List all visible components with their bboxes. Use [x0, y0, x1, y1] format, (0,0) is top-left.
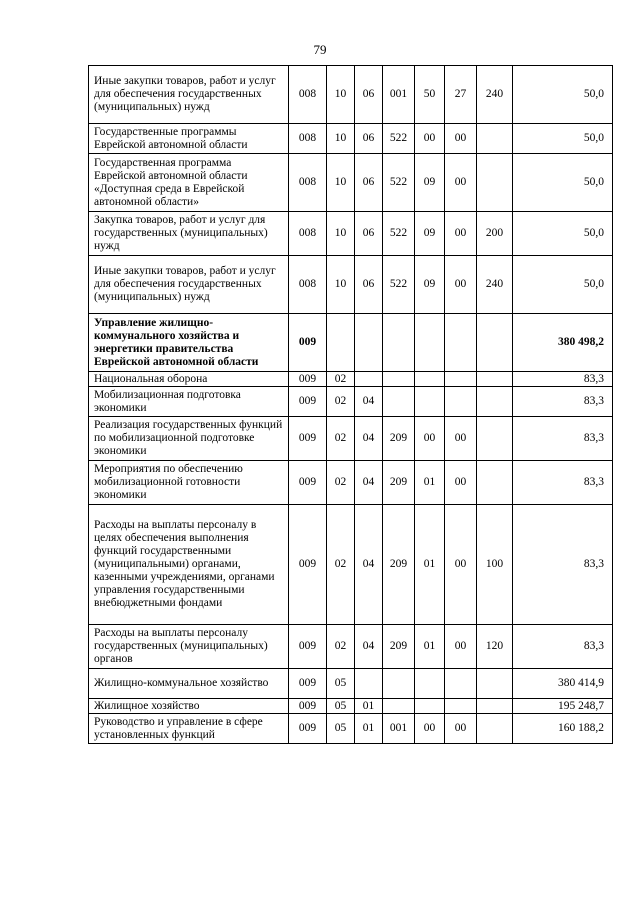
table-row: [89, 714, 613, 744]
row-cs3: 00: [445, 714, 477, 744]
row-cs1: 522: [383, 154, 415, 212]
row-ved: 008: [289, 256, 327, 314]
row-cs2: 01: [415, 505, 445, 625]
table-row: [89, 505, 613, 625]
table-row: [89, 417, 613, 461]
row-sum: 195 248,7: [513, 699, 613, 714]
row-cs3: 27: [445, 66, 477, 124]
row-cs1: [383, 387, 415, 417]
row-cs2: 00: [415, 124, 445, 154]
row-sum: 50,0: [513, 66, 613, 124]
row-rz: 02: [327, 417, 355, 461]
row-rz: 02: [327, 461, 355, 505]
row-ved: 009: [289, 699, 327, 714]
row-cs3: 00: [445, 212, 477, 256]
row-pr: 04: [355, 387, 383, 417]
table-body: [89, 66, 613, 744]
row-rz: 05: [327, 714, 355, 744]
row-cs3: 00: [445, 417, 477, 461]
row-cs1: 209: [383, 505, 415, 625]
row-ved: 009: [289, 505, 327, 625]
row-pr: [355, 314, 383, 372]
row-rz: 10: [327, 124, 355, 154]
row-vr: [477, 372, 513, 387]
row-cs2: 50: [415, 66, 445, 124]
row-rz: 10: [327, 212, 355, 256]
row-cs3: 00: [445, 625, 477, 669]
row-ved: 008: [289, 212, 327, 256]
table-row: [89, 314, 613, 372]
row-vr: 120: [477, 625, 513, 669]
table-row: [89, 387, 613, 417]
page-number: 79: [313, 42, 327, 57]
row-cs3: 00: [445, 124, 477, 154]
row-ved: 009: [289, 714, 327, 744]
row-cs2: [415, 372, 445, 387]
row-name: Расходы на выплаты персоналу в целях обеспечения выполнения функций государственными (муниципальными) органами, казенными учреждениями, органами управления государственными внебюджетными фондами: [89, 505, 289, 625]
row-cs2: 00: [415, 714, 445, 744]
row-cs1: [383, 372, 415, 387]
row-cs2: 09: [415, 154, 445, 212]
row-ved: 009: [289, 417, 327, 461]
row-name: Жилищно-коммунальное хозяйство: [89, 669, 289, 699]
row-ved: 009: [289, 669, 327, 699]
table-row: [89, 461, 613, 505]
row-pr: 06: [355, 66, 383, 124]
row-rz: 10: [327, 256, 355, 314]
table-row: [89, 154, 613, 212]
row-ved: 009: [289, 387, 327, 417]
row-name: Мобилизационная подготовка экономики: [89, 387, 289, 417]
row-cs2: [415, 669, 445, 699]
row-vr: [477, 387, 513, 417]
row-pr: [355, 669, 383, 699]
row-name: Государственная программа Еврейской автономной области «Доступная среда в Еврейской автономной области»: [89, 154, 289, 212]
row-cs1: 522: [383, 212, 415, 256]
row-ved: 009: [289, 461, 327, 505]
row-pr: 06: [355, 256, 383, 314]
row-cs2: 00: [415, 417, 445, 461]
row-sum: 83,3: [513, 387, 613, 417]
table-row: [89, 212, 613, 256]
row-sum: 50,0: [513, 256, 613, 314]
table-row: [89, 372, 613, 387]
row-name: Закупка товаров, работ и услуг для государственных (муниципальных) нужд: [89, 212, 289, 256]
row-cs3: [445, 699, 477, 714]
row-name: Национальная оборона: [89, 372, 289, 387]
row-cs3: 00: [445, 256, 477, 314]
row-cs3: [445, 372, 477, 387]
row-ved: 009: [289, 314, 327, 372]
row-sum: 380 498,2: [513, 314, 613, 372]
row-rz: 10: [327, 154, 355, 212]
row-cs1: 209: [383, 417, 415, 461]
row-cs1: 209: [383, 461, 415, 505]
row-name: Иные закупки товаров, работ и услуг для обеспечения государственных (муниципальных) нужд: [89, 66, 289, 124]
row-cs3: 00: [445, 154, 477, 212]
row-cs3: [445, 669, 477, 699]
row-cs2: [415, 314, 445, 372]
row-name: Управление жилищно-коммунального хозяйства и энергетики правительства Еврейской автономной области: [89, 314, 289, 372]
row-cs2: 01: [415, 625, 445, 669]
row-sum: 380 414,9: [513, 669, 613, 699]
row-cs1: [383, 314, 415, 372]
row-cs2: 01: [415, 461, 445, 505]
row-pr: 04: [355, 505, 383, 625]
row-cs2: 09: [415, 212, 445, 256]
table-row: [89, 699, 613, 714]
row-pr: 04: [355, 625, 383, 669]
budget-table: [88, 65, 613, 744]
row-rz: 05: [327, 669, 355, 699]
row-rz: 02: [327, 625, 355, 669]
row-vr: [477, 154, 513, 212]
row-cs1: 522: [383, 256, 415, 314]
row-rz: 10: [327, 66, 355, 124]
row-cs2: [415, 387, 445, 417]
row-cs1: 522: [383, 124, 415, 154]
row-ved: 008: [289, 66, 327, 124]
row-sum: 83,3: [513, 625, 613, 669]
row-rz: 02: [327, 505, 355, 625]
table-row: [89, 124, 613, 154]
row-vr: [477, 669, 513, 699]
row-sum: 83,3: [513, 372, 613, 387]
row-ved: 008: [289, 154, 327, 212]
row-sum: 83,3: [513, 461, 613, 505]
row-vr: [477, 699, 513, 714]
row-ved: 009: [289, 372, 327, 387]
row-name: Иные закупки товаров, работ и услуг для обеспечения государственных (муниципальных) нужд: [89, 256, 289, 314]
row-rz: 02: [327, 387, 355, 417]
row-pr: [355, 372, 383, 387]
row-sum: 50,0: [513, 124, 613, 154]
row-pr: 01: [355, 699, 383, 714]
row-name: Реализация государственных функций по мобилизационной подготовке экономики: [89, 417, 289, 461]
row-ved: 009: [289, 625, 327, 669]
row-cs1: 001: [383, 66, 415, 124]
row-vr: [477, 461, 513, 505]
row-rz: 02: [327, 372, 355, 387]
row-cs1: [383, 669, 415, 699]
row-sum: 160 188,2: [513, 714, 613, 744]
row-cs1: [383, 699, 415, 714]
row-name: Расходы на выплаты персоналу государственных (муниципальных) органов: [89, 625, 289, 669]
row-name: Жилищное хозяйство: [89, 699, 289, 714]
row-pr: 01: [355, 714, 383, 744]
row-vr: [477, 124, 513, 154]
row-sum: 50,0: [513, 212, 613, 256]
row-vr: [477, 417, 513, 461]
row-pr: 06: [355, 212, 383, 256]
row-sum: 83,3: [513, 505, 613, 625]
row-rz: [327, 314, 355, 372]
row-pr: 06: [355, 154, 383, 212]
row-vr: [477, 714, 513, 744]
table-row: [89, 66, 613, 124]
row-cs2: 09: [415, 256, 445, 314]
row-cs3: [445, 314, 477, 372]
row-pr: 06: [355, 124, 383, 154]
row-name: Мероприятия по обеспечению мобилизационной готовности экономики: [89, 461, 289, 505]
row-cs1: 001: [383, 714, 415, 744]
row-vr: 240: [477, 66, 513, 124]
row-ved: 008: [289, 124, 327, 154]
row-cs3: 00: [445, 505, 477, 625]
table-row: [89, 256, 613, 314]
row-cs1: 209: [383, 625, 415, 669]
table-row: [89, 625, 613, 669]
table-row: [89, 669, 613, 699]
row-cs3: 00: [445, 461, 477, 505]
row-pr: 04: [355, 417, 383, 461]
row-vr: [477, 314, 513, 372]
row-name: Государственные программы Еврейской автономной области: [89, 124, 289, 154]
row-vr: 100: [477, 505, 513, 625]
row-vr: 240: [477, 256, 513, 314]
row-rz: 05: [327, 699, 355, 714]
row-cs3: [445, 387, 477, 417]
row-sum: 50,0: [513, 154, 613, 212]
row-pr: 04: [355, 461, 383, 505]
row-cs2: [415, 699, 445, 714]
row-sum: 83,3: [513, 417, 613, 461]
row-name: Руководство и управление в сфере установленных функций: [89, 714, 289, 744]
row-vr: 200: [477, 212, 513, 256]
